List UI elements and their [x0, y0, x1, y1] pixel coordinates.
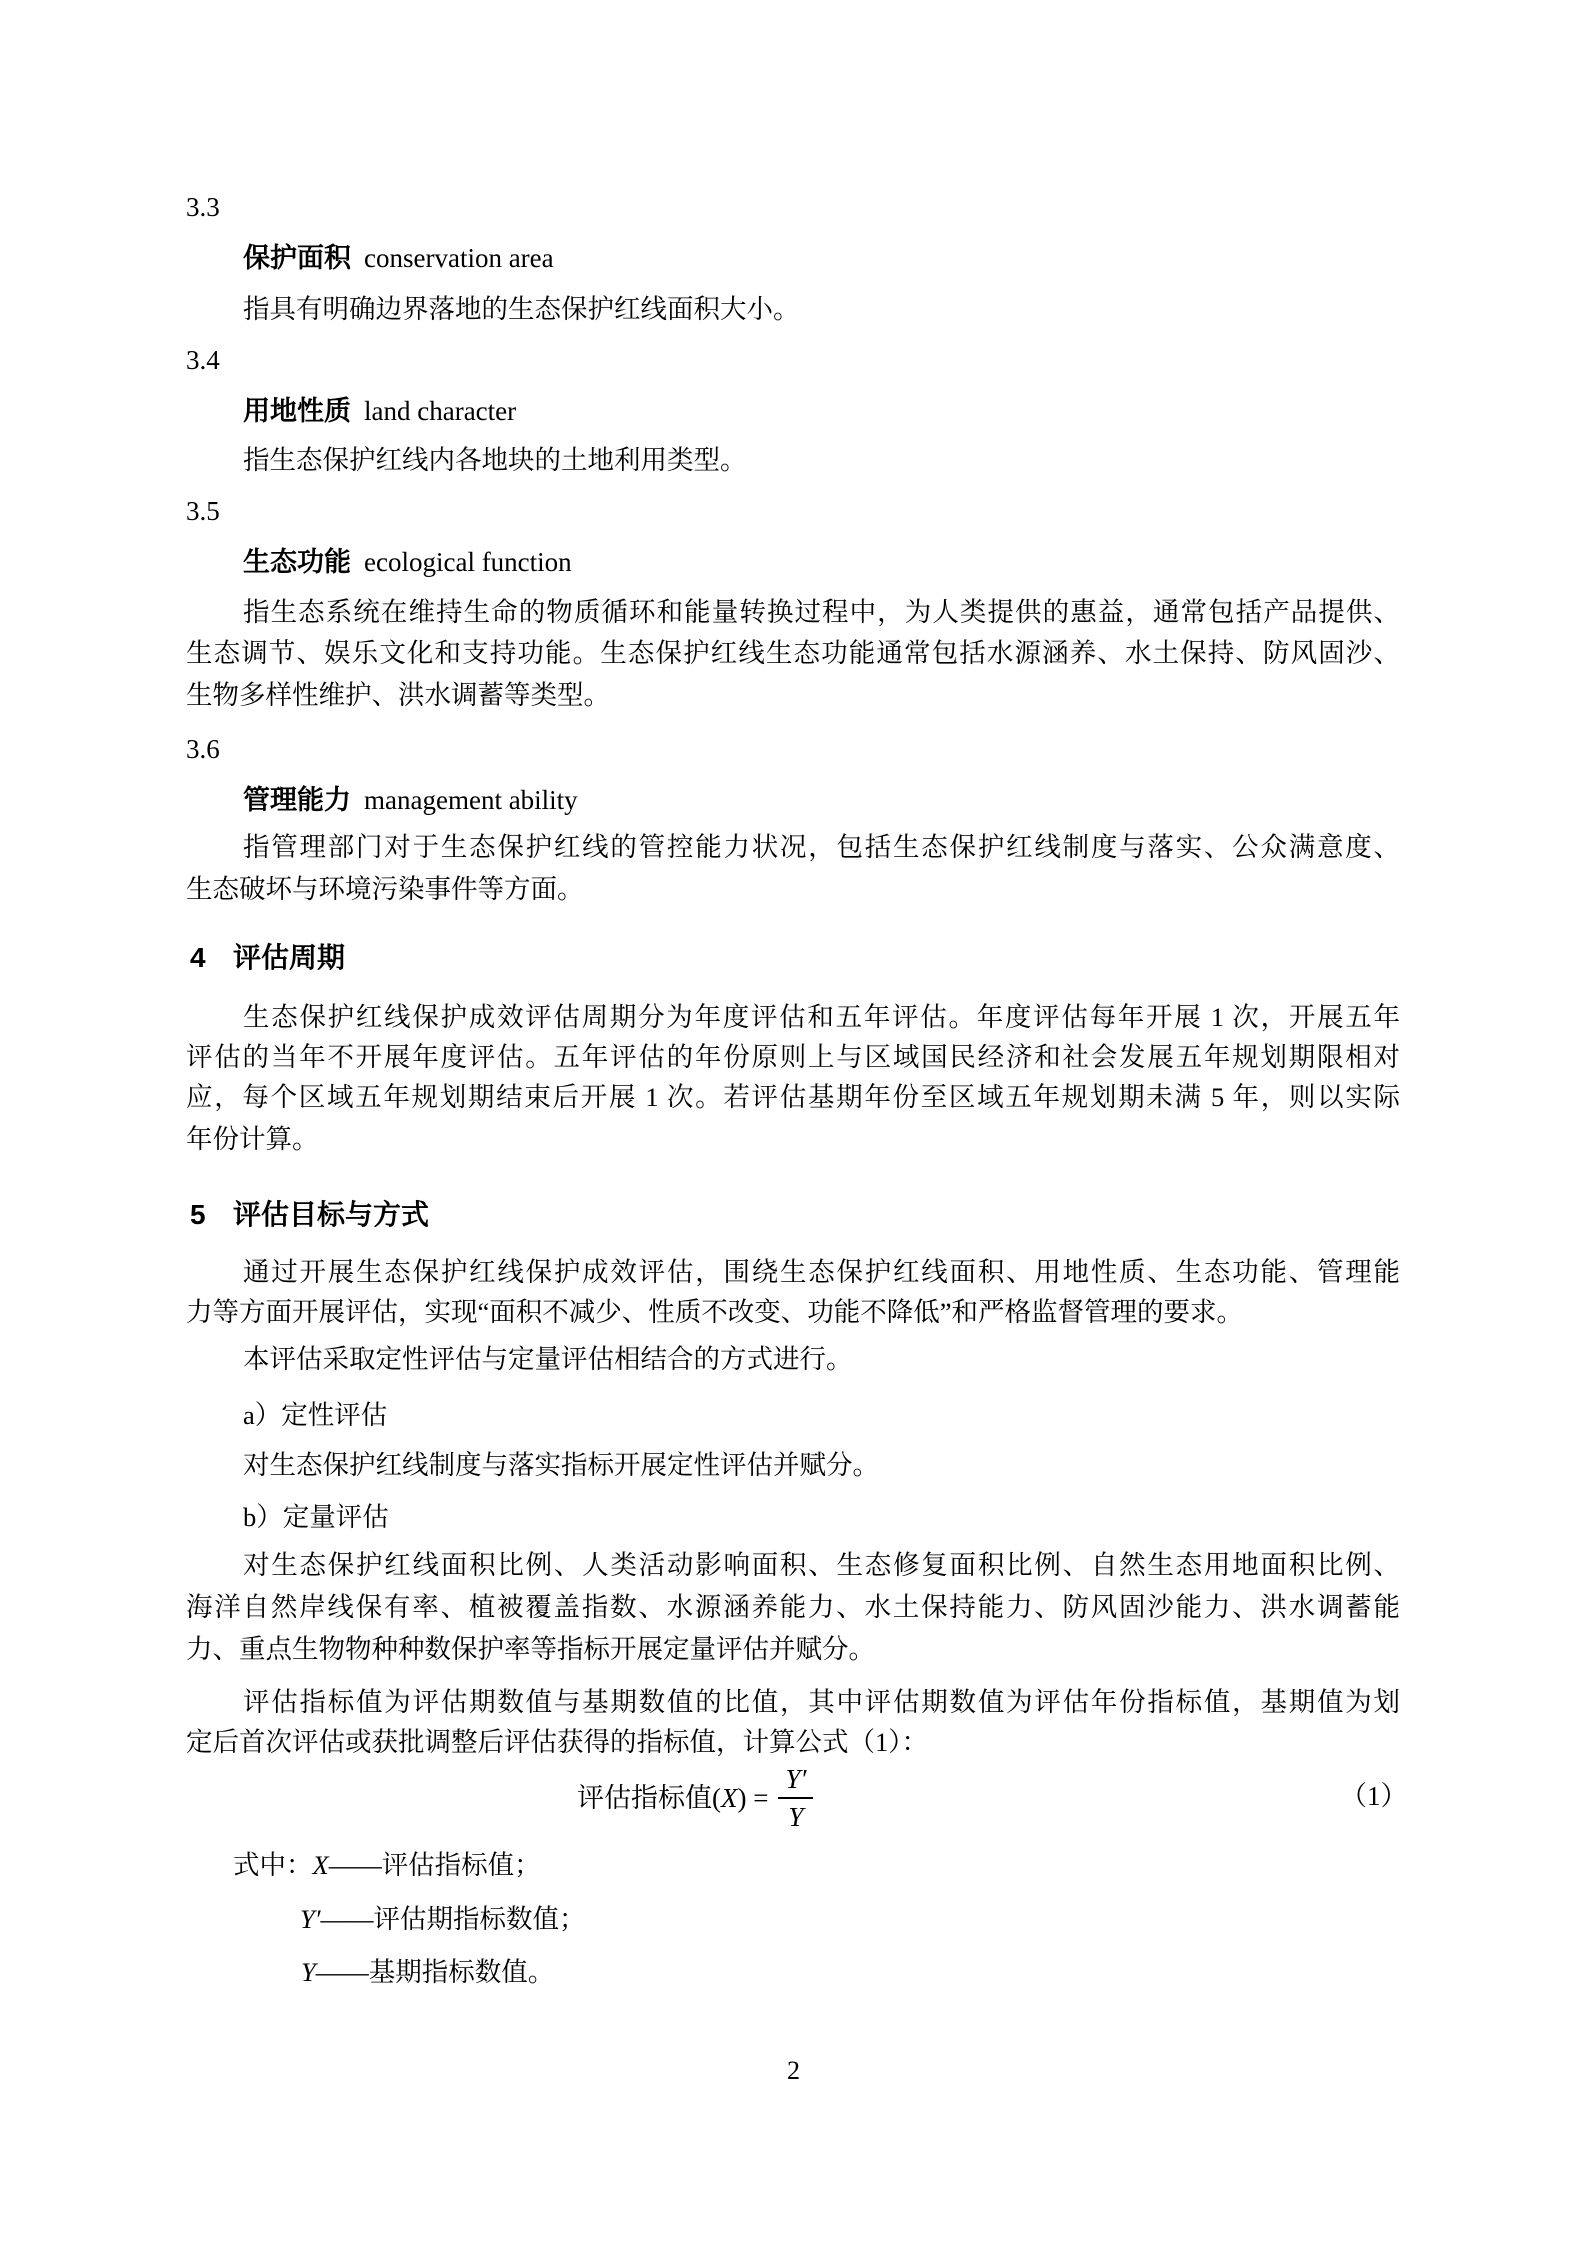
where-var-y: Y: [301, 1957, 316, 1987]
definition-3-6-line-1: 指管理部门对于生态保护红线的管控能力状况，包括生态保护红线制度与落实、公众满意度、: [243, 832, 1400, 862]
section-5-paragraph-3: 对生态保护红线制度与落实指标开展定性评估并赋分。: [243, 1450, 879, 1480]
section-4-number: 4: [190, 942, 206, 973]
section-5-paragraph-5-line-2: 定后首次评估或获批调整后评估获得的指标值，计算公式（1）：: [186, 1727, 928, 1757]
term-3-3: [243, 240, 554, 281]
term-3-4-chinese: 用地性质: [243, 396, 351, 426]
term-3-6: [243, 782, 578, 823]
where-var-x: X: [312, 1850, 329, 1880]
section-5-paragraph-1-line-1: 通过开展生态保护红线保护成效评估，围绕生态保护红线面积、用地性质、生态功能、管理能: [243, 1257, 1400, 1287]
clause-number-3-5: 3.5: [186, 496, 220, 526]
where-var-y-prime: Y′: [300, 1904, 321, 1934]
formula-equation-1: [577, 1764, 813, 1832]
formula-numerator: Y′: [778, 1764, 813, 1799]
section-5-paragraph-4-line-1: 对生态保护红线面积比例、人类活动影响面积、生态修复面积比例、自然生态用地面积比例、: [243, 1550, 1400, 1580]
definition-3-5-line-3: 生物多样性维护、洪水调蓄等类型。: [186, 680, 610, 710]
section-heading-4: [190, 940, 345, 976]
where-clause-y: [301, 1955, 554, 1989]
term-3-6-english: management ability: [364, 785, 578, 815]
section-4-body-line-2: 评估的当年不开展年度评估。五年评估的年份原则上与区域国民经济和社会发展五年规划期限相对: [186, 1042, 1400, 1072]
clause-number-3-3: 3.3: [186, 192, 220, 222]
term-3-3-chinese: 保护面积: [243, 243, 351, 273]
where-label: 式中：: [233, 1850, 313, 1880]
equation-number: （1）: [1340, 1781, 1408, 1811]
where-desc-x: ——评估指标值；: [328, 1850, 541, 1880]
section-5-paragraph-4-line-2: 海洋自然岸线保有率、植被覆盖指数、水源涵养能力、水土保持能力、防风固沙能力、洪水调蓄能: [186, 1592, 1400, 1622]
page-number: 2: [787, 2056, 800, 2085]
where-desc-y-prime: ——评估期指标数值；: [320, 1904, 586, 1934]
definition-3-6-line-2: 生态破坏与环境污染事件等方面。: [186, 874, 584, 904]
section-4-body-line-1: 生态保护红线保护成效评估周期分为年度评估和五年评估。年度评估每年开展 1 次，开展五年: [243, 1002, 1400, 1032]
formula-variable-x: X: [721, 1783, 738, 1813]
where-clause-y-prime: [300, 1902, 586, 1936]
definition-3-5-line-1: 指生态系统在维持生命的物质循环和能量转换过程中，为人类提供的惠益，通常包括产品提供、: [243, 597, 1400, 627]
term-3-3-english: conservation area: [364, 243, 554, 273]
section-heading-5: [190, 1197, 429, 1233]
term-3-5-chinese: 生态功能: [243, 547, 351, 577]
section-5-paragraph-4-line-3: 力、重点生物物种种数保护率等指标开展定量评估并赋分。: [186, 1634, 875, 1664]
clause-number-3-4: 3.4: [186, 345, 220, 375]
section-4-title: 评估周期: [233, 942, 346, 973]
section-5-title: 评估目标与方式: [233, 1199, 430, 1230]
section-5-number: 5: [190, 1199, 206, 1230]
definition-3-5-line-2: 生态调节、娱乐文化和支持功能。生态保护红线生态功能通常包括水源涵养、水土保持、防风固沙、: [186, 638, 1400, 668]
clause-number-3-6: 3.6: [186, 734, 220, 764]
section-5-paragraph-5-line-1: 评估指标值为评估期数值与基期数值的比值，其中评估期数值为评估年份指标值，基期值为划: [243, 1687, 1400, 1717]
definition-3-4: 指生态保护红线内各地块的土地利用类型。: [243, 445, 747, 475]
section-5-paragraph-2: 本评估采取定性评估与定量评估相结合的方式进行。: [243, 1344, 853, 1374]
definition-3-3: 指具有明确边界落地的生态保护红线面积大小。: [243, 294, 800, 324]
term-3-5: [243, 544, 572, 585]
where-clause-x: [233, 1848, 541, 1882]
term-3-4-english: land character: [364, 396, 517, 426]
section-4-body-line-4: 年份计算。: [186, 1124, 319, 1154]
formula-fraction: [778, 1764, 813, 1832]
term-3-6-chinese: 管理能力: [243, 785, 351, 815]
list-item-b: b）定量评估: [243, 1502, 389, 1532]
section-4-body-line-3: 应，每个区域五年规划期结束后开展 1 次。若评估基期年份至区域五年规划期未满 5 年，则以实际: [186, 1082, 1400, 1112]
term-3-4: [243, 393, 516, 434]
term-3-5-english: ecological function: [364, 547, 572, 577]
where-desc-y: ——基期指标数值。: [315, 1957, 555, 1987]
list-item-a: a）定性评估: [243, 1400, 388, 1430]
section-5-paragraph-1-line-2: 力等方面开展评估，实现“面积不减少、性质不改变、功能不降低”和严格监督管理的要求。: [186, 1297, 1244, 1327]
formula-denominator: Y: [788, 1802, 804, 1832]
formula-lhs: 评估指标值(X) =: [577, 1783, 769, 1813]
